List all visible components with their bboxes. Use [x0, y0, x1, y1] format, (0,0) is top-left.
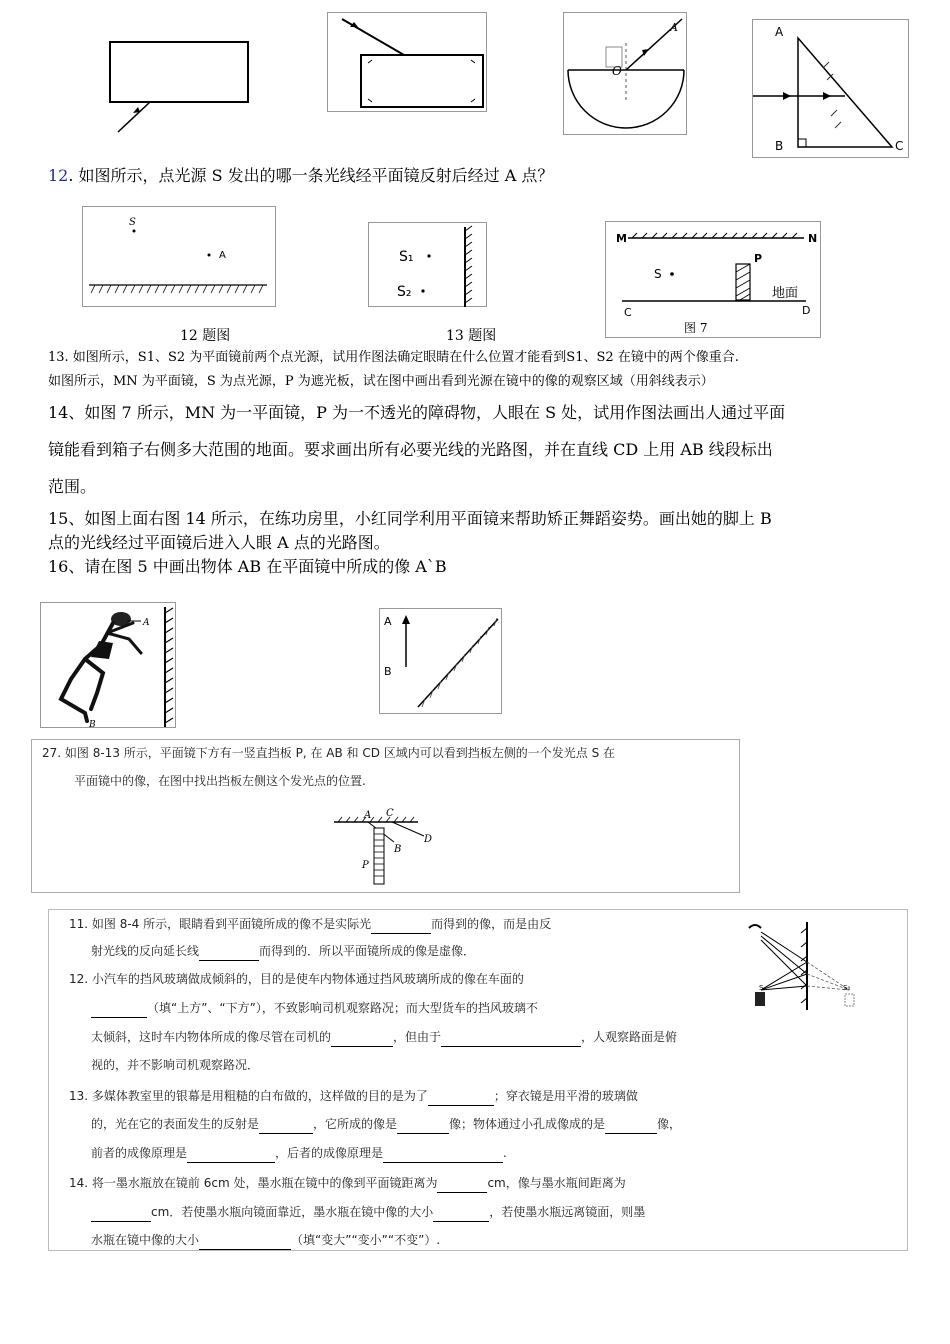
figure-7-room [605, 221, 821, 338]
text: ，但由于 [393, 1030, 442, 1044]
question-14-line-3: 范围。 [48, 477, 97, 496]
blank [433, 1221, 489, 1222]
blank [187, 1162, 275, 1163]
text: 11. 如图 8-4 所示，眼睛看到平面镜所成的像不是实际光 [69, 917, 372, 931]
fill-in-questions-scan [48, 909, 908, 1251]
text: 射光线的反向延长线 [91, 944, 200, 958]
question-number: 12 [48, 166, 69, 185]
label-A: A [143, 618, 150, 628]
blank [371, 933, 431, 934]
eye-mirror-diagram [749, 918, 859, 1012]
label-B: B [775, 139, 784, 153]
q11-line-1 [69, 914, 551, 934]
blank [605, 1133, 657, 1134]
blank [199, 1249, 291, 1250]
q12-line-4: 视的，并不影响司机观察路况． [91, 1058, 260, 1072]
figure-13 [368, 222, 487, 307]
label-C: C [624, 306, 632, 319]
text: （填“上方”、“下方”），不致影响司机观察路况；而大型货车的挡风玻璃不 [147, 1001, 538, 1015]
blank [259, 1133, 313, 1134]
label-S: S [654, 267, 662, 281]
q11-line-2 [91, 941, 475, 961]
text: ；穿衣镜是用平滑的玻璃做 [493, 1089, 638, 1103]
label-P: P [362, 860, 369, 871]
text: 水瓶在镜中像的大小 [91, 1233, 200, 1247]
question-16: 16、请在图 5 中画出物体 AB 在平面镜中所成的像 A`B [48, 557, 447, 576]
text: cm，像与墨水瓶间距离为 [487, 1176, 626, 1190]
eye-icon [749, 925, 761, 928]
text: （填“变大”“变小”“不变”）. [291, 1233, 441, 1247]
label-A: A [364, 810, 372, 821]
figure-semicircle-glass [563, 12, 687, 135]
caption-13: 13 题图 [446, 328, 497, 344]
q13-line-1 [69, 1086, 638, 1106]
label-S: S [759, 984, 764, 992]
label-C: C [895, 139, 904, 153]
blank [91, 1221, 151, 1222]
text: ，它所成的像是 [313, 1117, 398, 1131]
text: 14. 将一墨水瓶放在镜前 6cm 处，墨水瓶在镜中的像到平面镜距离为 [69, 1176, 438, 1190]
label-D: D [802, 304, 811, 317]
prism-diagram [753, 20, 910, 159]
dancer-mirror-diagram [41, 603, 177, 729]
figure-glass-slab [327, 12, 487, 112]
text: 太倾斜，这时车内物体所成的像尽管在司机的 [91, 1030, 332, 1044]
label-D: D [424, 834, 433, 845]
question-15-line-2: 点的光线经过平面镜后进入人眼 A 点的光路图。 [48, 533, 390, 552]
label-S0: S₀ [843, 984, 851, 992]
label-A: A [775, 25, 784, 39]
question-12 [48, 166, 553, 186]
glass-slab-diagram [328, 13, 488, 113]
text: ，若使墨水瓶远离镜面，则墨 [489, 1205, 646, 1219]
label-C: C [386, 808, 394, 819]
q14-line-2 [91, 1202, 645, 1222]
blank [397, 1133, 449, 1134]
q13-line-3 [91, 1143, 507, 1163]
text: 而得到的像，而是由反 [431, 917, 552, 931]
label-S2: S₂ [397, 284, 412, 300]
label-A: A [670, 21, 678, 34]
blank [91, 1017, 147, 1018]
text: 13. 多媒体教室里的银幕是用粗糙的白布做的，这样做的目的是为了 [69, 1089, 428, 1103]
question-14-line-2: 镜能看到箱子右侧多大范围的地面。要求画出所有必要光线的光路图，并在直线 CD 上用 AB 线段标出 [48, 440, 773, 459]
q14-line-3 [91, 1230, 440, 1250]
text: cm．若使墨水瓶向镜面靠近，墨水瓶在镜中像的大小 [151, 1205, 434, 1219]
label-B: B [394, 844, 402, 855]
two-sources-mirror-diagram [369, 223, 488, 308]
text: ，人观察路面是俯 [581, 1030, 678, 1044]
label-P: P [754, 252, 763, 265]
screen-mirror-diagram [328, 806, 458, 886]
q12-line-2 [91, 998, 538, 1018]
point-source-mirror-diagram [83, 207, 277, 308]
question-14-line-1: 14、如图 7 所示，MN 为一平面镜，P 为一不透光的障碍物，人眼在 S 处，试用作图法画出人通过平面 [48, 403, 786, 422]
text: 像， [657, 1117, 682, 1131]
question-13: 13. 如图所示，S1、S2 为平面镜前两个点光源，试用作图法确定眼睛在什么位置才能看到S1、S2 在镜中的两个像重合. [48, 350, 739, 365]
q12-line-3 [91, 1027, 677, 1047]
label-N: N [808, 232, 818, 245]
question-15-line-1: 15、如图上面右图 14 所示，在练功房里，小红同学利用平面镜来帮助矫正舞蹈姿势。画出她的脚上 B [48, 509, 772, 528]
figure-prism [752, 19, 909, 158]
figure-14-dancer [40, 602, 176, 728]
blank [199, 960, 259, 961]
figure-5-object-AB [379, 608, 502, 714]
question-text: . 如图所示，点光源 S 发出的哪一条光线经平面镜反射后经过 A 点？ [68, 166, 554, 185]
semicircle-diagram [564, 13, 688, 136]
question-27-line-1: 27. 如图 8-13 所示，平面镜下方有一竖直挡板 P, 在 AB 和 CD 区域内可以看到挡板左侧的一个发光点 S 在 [42, 746, 616, 760]
q13-line-2 [91, 1114, 681, 1134]
label-A: A [219, 250, 226, 261]
figure-12 [82, 206, 276, 307]
text: 的，光在它的表面发生的反射是 [91, 1117, 260, 1131]
label-M: M [616, 232, 627, 245]
object-mirror-diagram [380, 609, 503, 715]
label-ground: 地面 [772, 286, 799, 301]
blank [437, 1192, 487, 1193]
q12-line-1: 12. 小汽车的挡风玻璃做成倾斜的，目的是使车内物体通过挡风玻璃所成的像在车面的 [69, 972, 524, 986]
label-S1: S₁ [399, 249, 414, 265]
text: ，后者的成像原理是 [275, 1146, 384, 1160]
text: 像；物体通过小孔成像成的是 [449, 1117, 606, 1131]
blank [441, 1046, 581, 1047]
figure-rectangle-incident-ray [100, 36, 260, 136]
question-13b: 如图所示，MN 为平面镜，S 为点光源，P 为遮光板，试在图中画出看到光源在镜中的像的观察区域（用斜线表示） [48, 374, 714, 389]
text: . [503, 1146, 507, 1160]
mirror-room-diagram [606, 222, 822, 339]
label-B: B [89, 720, 96, 730]
blank [331, 1046, 393, 1047]
label-B: B [384, 665, 392, 678]
figure-caption: 图 7 [684, 321, 708, 335]
question-27-line-2: 平面镜中的像，在图中找出挡板左侧这个发光点的位置. [74, 774, 366, 788]
text: 而得到的．所以平面镜所成的像是虚像． [259, 944, 476, 958]
q14-line-1 [69, 1173, 626, 1193]
blank [383, 1162, 503, 1163]
caption-12: 12 题图 [180, 328, 231, 344]
label-S: S [129, 217, 136, 228]
rectangle-ray-diagram [100, 36, 260, 136]
label-A: A [384, 615, 392, 628]
question-27-scan [31, 739, 740, 893]
text: 前者的成像原理是 [91, 1146, 188, 1160]
blank [428, 1105, 494, 1106]
label-O: O [612, 64, 622, 78]
